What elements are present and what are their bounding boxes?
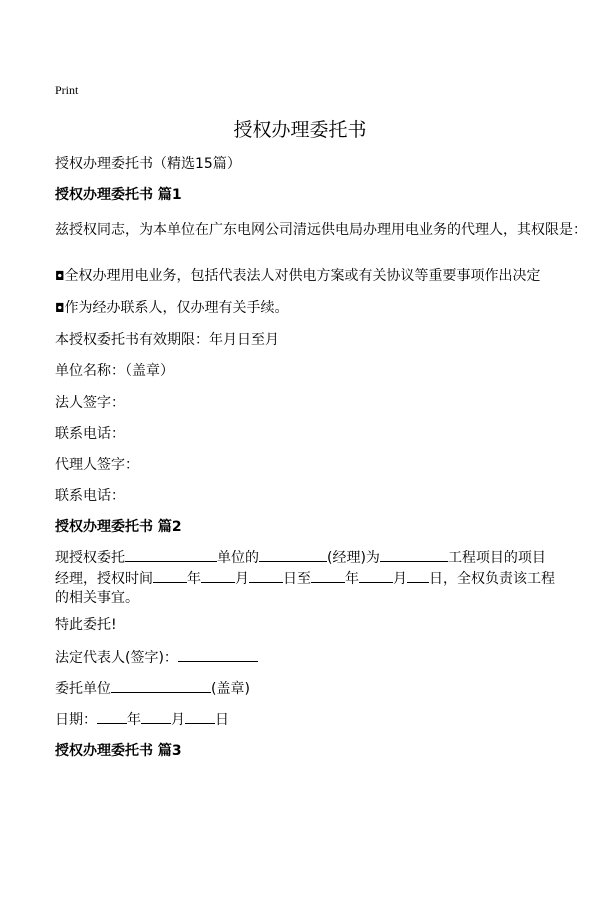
seal-label: (盖章) [211,681,250,697]
text-manager-as: (经理)为 [327,550,380,566]
bullet2-text: 作为经办联系人，仅办理有关手续。 [64,300,289,316]
blank-field [359,568,393,583]
blank-field [153,568,187,583]
section1-agent-sign: 代理人签字： [55,457,139,473]
page-title: 授权办理委托书 [233,119,367,141]
date-day: 日 [215,712,229,728]
text-month2: 月 [393,571,407,587]
bullet-icon: ◘ [55,301,65,315]
blank-field [185,709,215,724]
text-now-auth: 现授权委托 [55,550,125,566]
text-day-end: 日，全权负责该工程的相关事宜。 [55,571,555,606]
section1-phone2: 联系电话： [55,488,125,504]
section2-paragraph [55,547,555,608]
blank-field [201,568,235,583]
section1-bullet2 [55,297,289,317]
blank-field [141,709,171,724]
entrust-unit-label: 委托单位 [55,681,111,697]
blank-field [380,547,448,562]
blank-field [97,709,127,724]
blank-field [259,547,327,562]
section1-validity: 本授权委托书有效期限：年月日至月 [55,332,279,348]
section2-heading: 授权办理委托书 篇2 [55,519,182,535]
blank-field [111,678,211,693]
section1-legal-sign: 法人签字： [55,395,125,411]
section1-heading: 授权办理委托书 篇1 [55,187,182,203]
text-month: 月 [235,571,249,587]
text-project: 工程项目的项目经理，授权时间 [55,550,546,587]
bullet1-text: 全权办理用电业务，包括代表法人对供电方案或有关协议等重要事项作出决定 [64,268,541,284]
section1-bullet1 [55,265,541,285]
text-year2: 年 [345,571,359,587]
bullet-icon: ◘ [55,269,65,283]
section1-intro: 兹授权同志，为本单位在广东电网公司清远供电局办理用电业务的代理人，其权限是： [55,222,587,238]
section2-date [55,709,229,729]
section2-legal-rep [55,647,258,667]
legal-rep-label: 法定代表人(签字)： [55,650,178,666]
blank-field [178,647,258,662]
text-year: 年 [187,571,201,587]
text-day-to: 日至 [283,571,311,587]
blank-field [249,568,283,583]
blank-field [125,547,217,562]
section3-heading: 授权办理委托书 篇3 [55,743,182,759]
date-month: 月 [171,712,185,728]
document-subtitle: 授权办理委托书（精选15篇） [55,156,241,172]
print-label: Print [55,83,79,97]
section2-special: 特此委托! [55,617,117,633]
text-unit-of: 单位的 [217,550,259,566]
blank-field [407,568,429,583]
date-year: 年 [127,712,141,728]
section1-unit-name: 单位名称：（盖章） [55,363,174,379]
section2-entrust-unit [55,678,250,698]
blank-field [311,568,345,583]
date-label: 日期： [55,712,97,728]
section1-phone1: 联系电话： [55,426,125,442]
